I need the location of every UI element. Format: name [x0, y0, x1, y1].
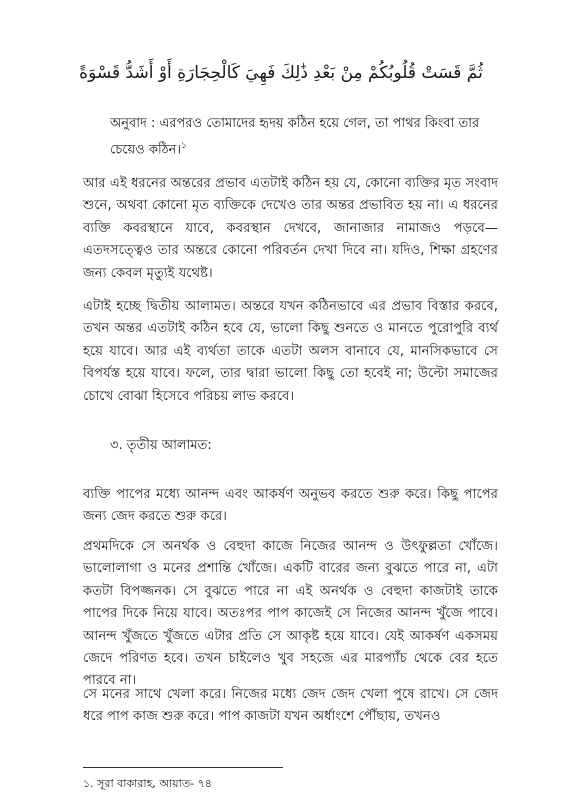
translation-text: এরপরও তোমাদের হৃদয় কঠিন হয়ে গেল, তা পাথর কিংবা তার চেয়েও কঠিন।	[110, 116, 480, 158]
section-heading: ৩. তৃতীয় আলামত:	[110, 438, 212, 453]
paragraph-5: সে মনের সাথে খেলা করে। নিজের মধ্যে জেদ জেদ খেলা পুষে রাখে। সে জেদ ধরে পাপ কাজ শুরু করে। পাপ কাজটা যখন অর্ধাংশে পৌঁছায়, তখনও	[83, 687, 498, 725]
quran-verse: ثُمَّ قَسَتْ قُلُوبُكُمْ مِنْ بَعْدِ ذَٰلِكَ فَهِيَ كَالْحِجَارَةِ أَوْ أَشَدُّ قَسْوَةً	[79, 63, 483, 83]
paragraph-4: প্রথমদিকে সে অনর্থক ও বেহুদা কাজে নিজের আনন্দ ও উৎফুল্লতা খোঁজে। ভালোলাগা ও মনের প্রশান্তি খোঁজে। একটি বারের জন্য বুঝতে পারে না, এটা কতটা বিপজ্জনক। সে বুঝতে পারে না এই অনর্থক ও বেহুদা কাজটাই তাকে পাপের দিকে নিয়ে যাবে। অতঃপর পাপ কাজেই সে নিজের আনন্দ খুঁজে পাবে। আনন্দ খুঁজতে খুঁজতে এটার প্রতি সে আকৃষ্ট হয়ে যাবে। যেই আকর্ষণ একসময় জেদে পরিণত হবে। তখন চাইলেও খুব সহজে এর মারপ্যাঁচ থেকে বের হতে পারবে না।	[83, 539, 498, 689]
paragraph-1: আর এই ধরনের অন্তরের প্রভাব এতটাই কঠিন হয় যে, কোনো ব্যক্তির মৃত সংবাদ শুনে, অথবা কোনো মৃত ব্যক্তিকে দেখেও তার অন্তর প্রভাবিত হয় না। এ ধরনের ব্যক্তি কবরস্থানে যাবে, কবরস্থান দেখবে, জানাজার নামাজও পড়বে—এতদসত্ত্বেও তার অন্তরে কোনো পরিবর্তন দেখা দিবে না। যদিও, শিক্ষা গ্রহণের জন্য কেবল মৃত্যুই যথেষ্ট।	[83, 176, 498, 281]
verse-translation	[110, 112, 502, 161]
footnote: ১. সূরা বাকারাহ, আয়াত- ৭৪	[83, 777, 212, 790]
footnote-divider	[83, 767, 283, 768]
paragraph-2: এটাই হচ্ছে দ্বিতীয় আলামত। অন্তরে যখন কঠিনভাবে এর প্রভাব বিস্তার করবে, তখন অন্তর এতটাই কঠিন হবে যে, ভালো কিছু শুনতে ও মানতে পুরোপুরি ব্যর্থ হয়ে যাবে। আর এই ব্যর্থতা তাকে এতটা অলস বানাবে যে, মানসিকভাবে সে বিপর্যস্ত হয়ে যাবে। ফলে, তার দ্বারা ভালো কিছু তো হবেই না; উল্টো সমাজের চোখে বোঝা হিসেবে পরিচয় লাভ করবে।	[83, 299, 498, 404]
translation-prefix: অনুবাদ :	[110, 116, 156, 131]
footnote-mark: ১	[181, 141, 187, 151]
paragraph-3: ব্যক্তি পাপের মধ্যে আনন্দ এবং আকর্ষণ অনুভব করতে শুরু করে। কিছু পাপের জন্য জেদ করতে শুরু করে।	[83, 487, 498, 525]
